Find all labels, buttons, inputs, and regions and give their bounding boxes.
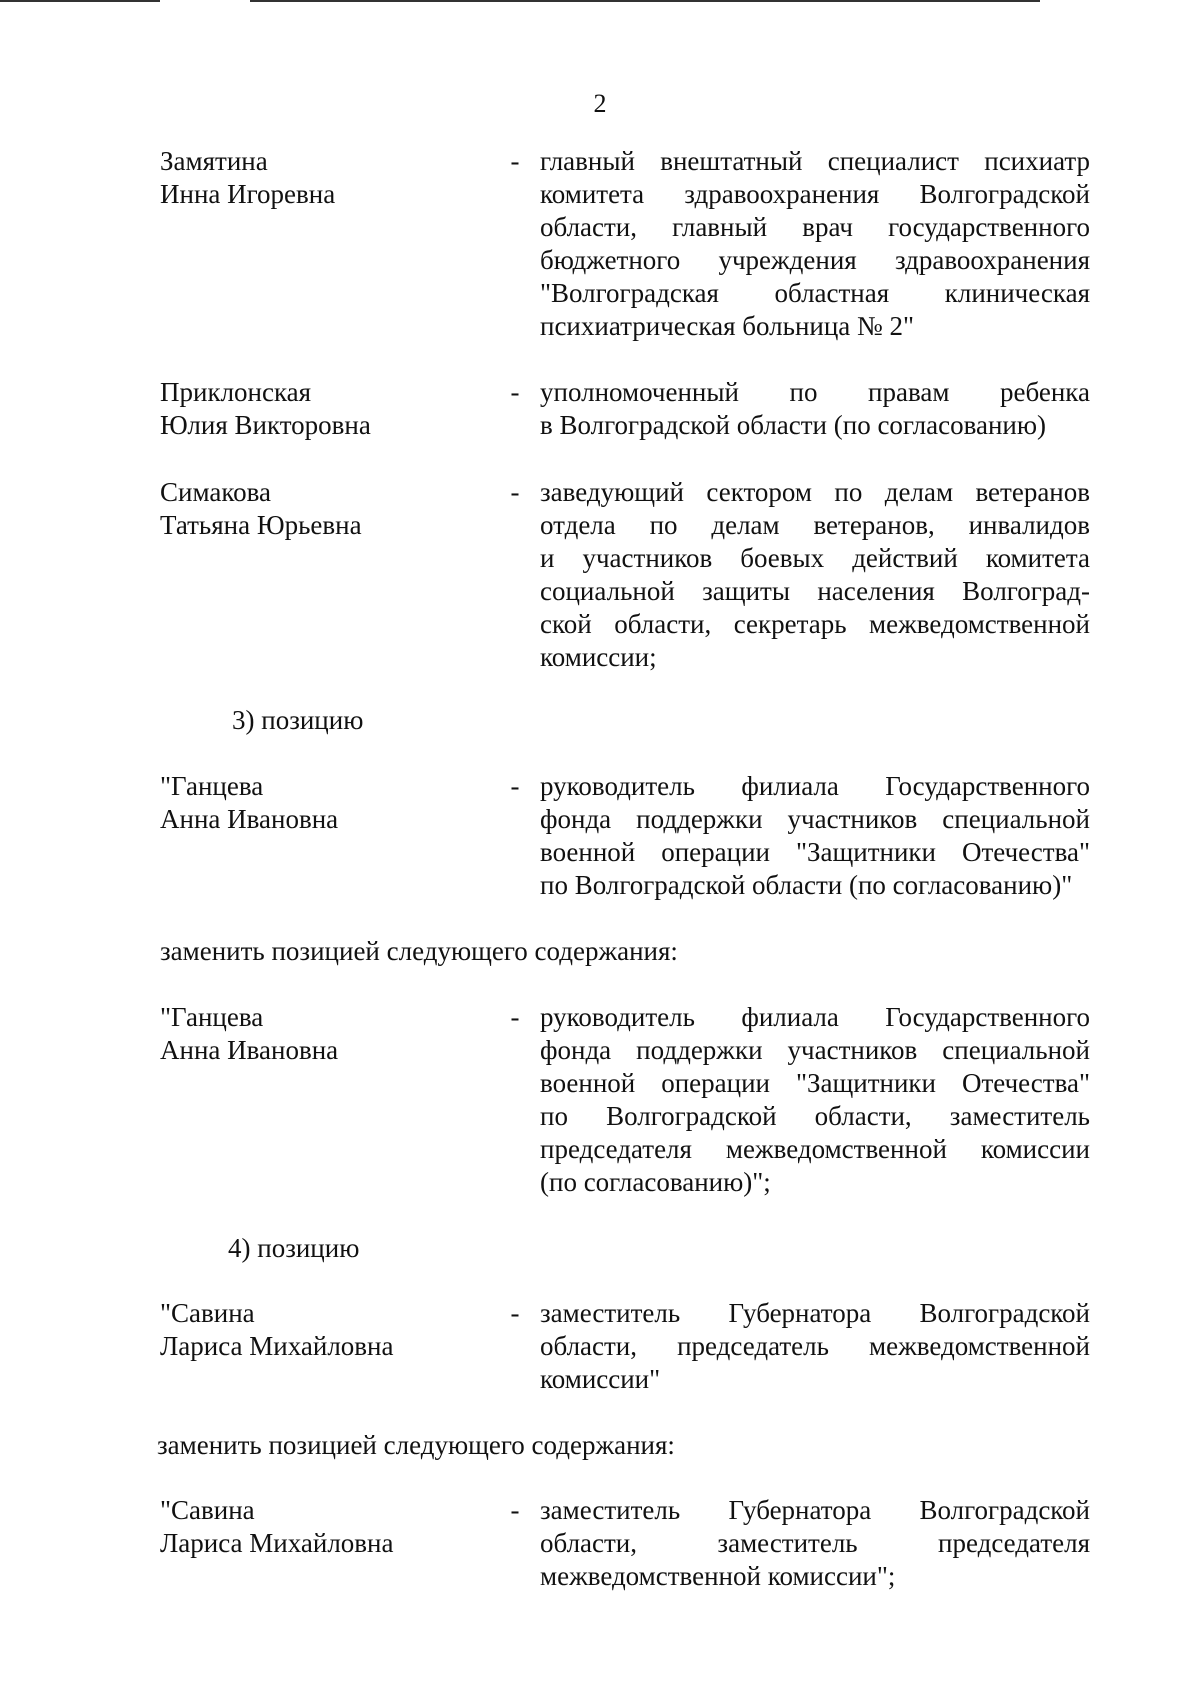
member-given-names: Инна Игоревна <box>160 179 336 209</box>
position-line: психиатрическая больница № 2" <box>540 311 915 341</box>
position-line: заведующий сектором по делам ветеранов <box>540 477 1090 507</box>
member-given-names: Анна Ивановна <box>160 1035 339 1065</box>
position-line: заместитель Губернатора Волгоградской <box>540 1495 1090 1525</box>
member-name <box>160 476 490 542</box>
member-surname: "Савина <box>160 1495 255 1525</box>
member-surname: "Ганцева <box>160 1002 264 1032</box>
position-line: руководитель филиала Государственного <box>540 1002 1090 1032</box>
replacement-instruction: заменить позицией следующего содержания: <box>160 936 678 966</box>
member-position <box>540 770 1090 902</box>
position-line: руководитель филиала Государственного <box>540 771 1090 801</box>
entry-dash: - <box>510 1298 520 1328</box>
member-position <box>540 476 1090 674</box>
member-position <box>540 376 1090 442</box>
item-4-heading: 4) позицию <box>228 1233 360 1263</box>
position-line: комиссии" <box>540 1364 661 1394</box>
member-given-names: Лариса Михайловна <box>160 1528 394 1558</box>
position-line: социальной защиты населения Волгоград- <box>540 576 1090 606</box>
position-line: комитета здравоохранения Волгоградской <box>540 179 1090 209</box>
position-line: председателя межведомственной комиссии <box>540 1134 1090 1164</box>
position-line: бюджетного учреждения здравоохранения <box>540 245 1090 275</box>
position-line: главный внештатный специалист психиатр <box>540 146 1090 176</box>
position-line: военной операции "Защитники Отечества" <box>540 1068 1090 1098</box>
member-surname: "Савина <box>160 1298 255 1328</box>
member-position <box>540 1001 1090 1199</box>
page-number: 2 <box>593 89 607 118</box>
position-line: отдела по делам ветеранов, инвалидов <box>540 510 1090 540</box>
entry-dash: - <box>510 377 520 407</box>
member-position <box>540 145 1090 343</box>
position-line: военной операции "Защитники Отечества" <box>540 837 1090 867</box>
position-line: межведомственной комиссии"; <box>540 1561 896 1591</box>
position-line: комиссии; <box>540 642 657 672</box>
position-line: по Волгоградской области (по согласованию)" <box>540 870 1073 900</box>
position-line: "Волгоградская областная клиническая <box>540 278 1090 308</box>
member-surname: Замятина <box>160 146 268 176</box>
scan-top-rule-right <box>250 0 1040 2</box>
position-line: уполномоченный по правам ребенка <box>540 377 1090 407</box>
position-line: фонда поддержки участников специальной <box>540 804 1090 834</box>
entry-dash: - <box>510 1002 520 1032</box>
position-line: области, председатель межведомственной <box>540 1331 1090 1361</box>
position-line: ской области, секретарь межведомственной <box>540 609 1090 639</box>
member-name <box>160 1001 490 1067</box>
entry-dash: - <box>510 477 520 507</box>
item-3-heading: 3) позицию <box>232 705 364 735</box>
position-line: по Волгоградской области, заместитель <box>540 1101 1090 1131</box>
member-name <box>160 1297 490 1363</box>
member-surname: Симакова <box>160 477 271 507</box>
member-given-names: Татьяна Юрьевна <box>160 510 362 540</box>
entry-dash: - <box>510 1495 520 1525</box>
member-name <box>160 1494 490 1560</box>
position-line: фонда поддержки участников специальной <box>540 1035 1090 1065</box>
position-line: (по согласованию)"; <box>540 1167 771 1197</box>
member-given-names: Юлия Викторовна <box>160 410 371 440</box>
position-line: заместитель Губернатора Волгоградской <box>540 1298 1090 1328</box>
replacement-instruction: заменить позицией следующего содержания: <box>157 1430 675 1460</box>
scan-top-rule-left <box>0 0 160 2</box>
member-name <box>160 145 490 211</box>
entry-dash: - <box>510 146 520 176</box>
position-line: области, заместитель председателя <box>540 1528 1090 1558</box>
member-surname: "Ганцева <box>160 771 264 801</box>
position-line: в Волгоградской области (по согласованию) <box>540 410 1047 440</box>
position-line: и участников боевых действий комитета <box>540 543 1090 573</box>
entry-dash: - <box>510 771 520 801</box>
member-name <box>160 376 490 442</box>
member-given-names: Лариса Михайловна <box>160 1331 394 1361</box>
member-position <box>540 1494 1090 1593</box>
member-surname: Приклонская <box>160 377 312 407</box>
member-name <box>160 770 490 836</box>
member-given-names: Анна Ивановна <box>160 804 339 834</box>
member-position <box>540 1297 1090 1396</box>
position-line: области, главный врач государственного <box>540 212 1090 242</box>
